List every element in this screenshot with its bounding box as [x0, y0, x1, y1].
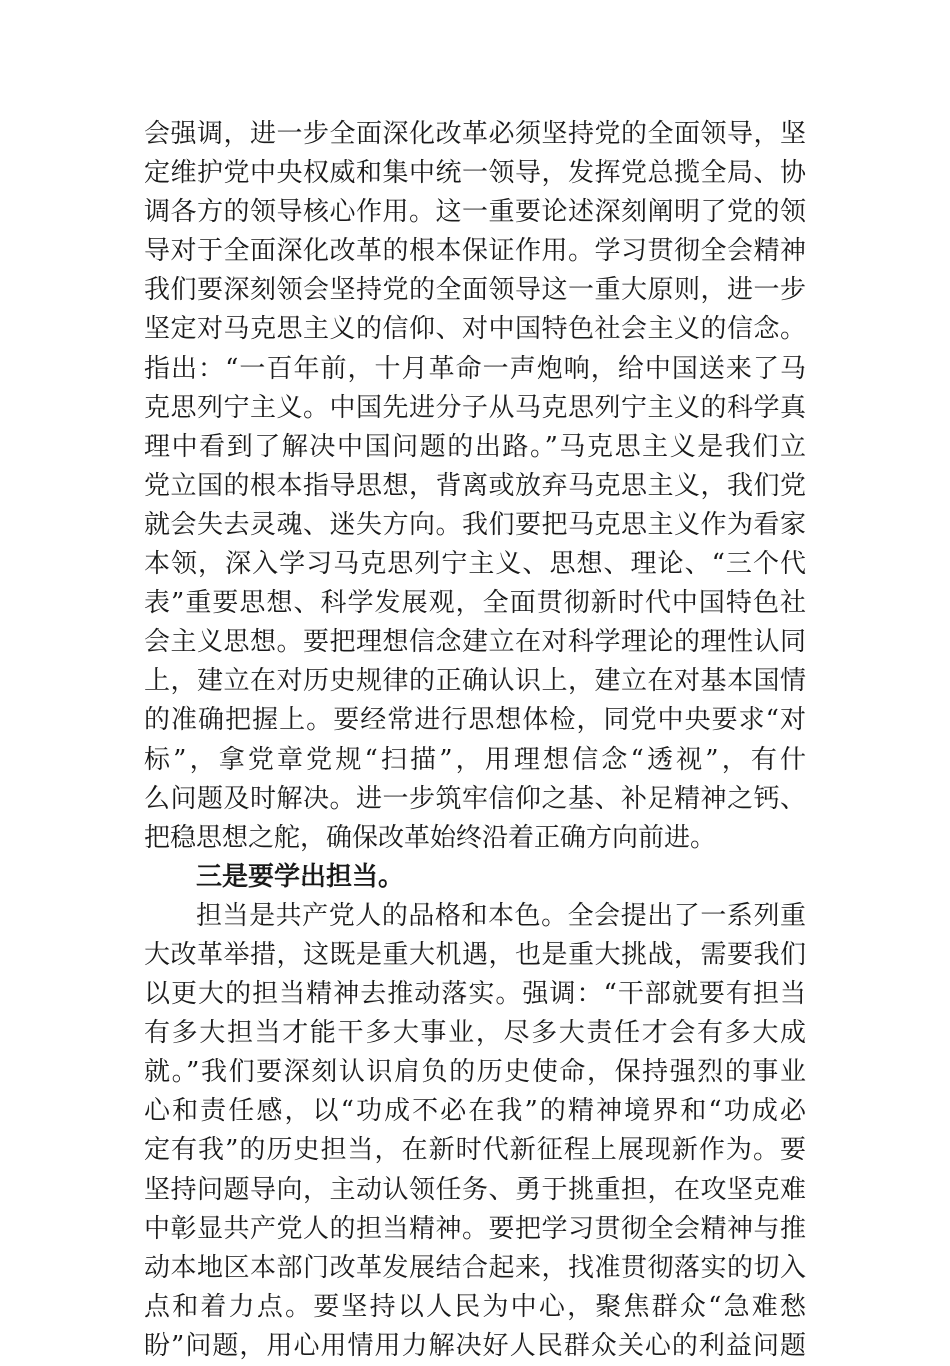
- text-line: 导对于全面深化改革的根本保证作用。学习贯彻全会精神: [144, 236, 806, 267]
- text-line: 么问题及时解决。进一步筑牢信仰之基、补足精神之钙、: [144, 783, 806, 814]
- text-line: 定维护党中央权威和集中统一领导，发挥党总揽全局、协: [144, 158, 806, 189]
- text-line: 会主义思想。要把理想信念建立在对科学理论的理性认同: [144, 627, 806, 658]
- text-line: 心和责任感，以“功成不必在我”的精神境界和“功成必: [144, 1096, 806, 1127]
- text-line: 就会失去灵魂、迷失方向。我们要把马克思主义作为看家: [144, 509, 806, 540]
- text-line: 坚定对马克思主义的信仰、对中国特色社会主义的信念。: [144, 314, 806, 345]
- text-line: 就。”我们要深刻认识肩负的历史使命，保持强烈的事业: [144, 1057, 806, 1088]
- text-line: 以更大的担当精神去推动落实。强调：“干部就要有担当: [144, 979, 806, 1010]
- text-line: 上，建立在对历史规律的正确认识上，建立在对基本国情: [144, 666, 806, 697]
- text-line: 点和着力点。要坚持以人民为中心，聚焦群众“急难愁: [144, 1291, 806, 1322]
- text-line: 党立国的根本指导思想，背离或放弃马克思主义，我们党: [144, 470, 806, 501]
- text-line: 标”，拿党章党规“扫描”，用理想信念“透视”，有什: [144, 744, 806, 775]
- text-line: 有多大担当才能干多大事业，尽多大责任才会有多大成: [144, 1018, 806, 1049]
- text-line: 动本地区本部门改革发展结合起来，找准贯彻落实的切入: [144, 1252, 806, 1283]
- text-line: 的准确把握上。要经常进行思想体检，同党中央要求“对: [144, 705, 806, 736]
- text-line: 表”重要思想、科学发展观，全面贯彻新时代中国特色社: [144, 588, 806, 619]
- paragraph-2: [144, 897, 806, 1366]
- text-line: 我们要深刻领会坚持党的全面领导这一重大原则，进一步: [144, 275, 806, 306]
- text-line: 克思列宁主义。中国先进分子从马克思列宁主义的科学真: [144, 392, 806, 423]
- paragraph-1: [144, 115, 806, 858]
- text-line: 理中看到了解决中国问题的出路。”马克思主义是我们立: [144, 431, 806, 462]
- text-line: 把稳思想之舵，确保改革始终沿着正确方向前进。: [144, 822, 717, 853]
- text-line: 指出：“一百年前，十月革命一声炮响，给中国送来了马: [144, 353, 806, 384]
- text-line: 大改革举措，这既是重大机遇，也是重大挑战，需要我们: [144, 939, 806, 970]
- text-line: 定有我”的历史担当，在新时代新征程上展现新作为。要: [144, 1135, 806, 1166]
- text-line: 调各方的领导核心作用。这一重要论述深刻阐明了党的领: [144, 197, 806, 228]
- text-line: 本领，深入学习马克思列宁主义、思想、理论、“三个代: [144, 549, 806, 580]
- text-line: 坚持问题导向，主动认领任务、勇于挑重担，在攻坚克难: [144, 1174, 806, 1205]
- document-body: [144, 115, 806, 1366]
- text-line: 担当是共产党人的品格和本色。全会提出了一系列重: [196, 900, 806, 931]
- text-line: 盼”问题，用心用情用力解决好人民群众关心的利益问题: [144, 1330, 806, 1361]
- text-line: 中彰显共产党人的担当精神。要把学习贯彻全会精神与推: [144, 1213, 806, 1244]
- text-line: 会强调，进一步全面深化改革必须坚持党的全面领导，坚: [144, 119, 806, 149]
- section-heading: 三是要学出担当。: [196, 861, 405, 892]
